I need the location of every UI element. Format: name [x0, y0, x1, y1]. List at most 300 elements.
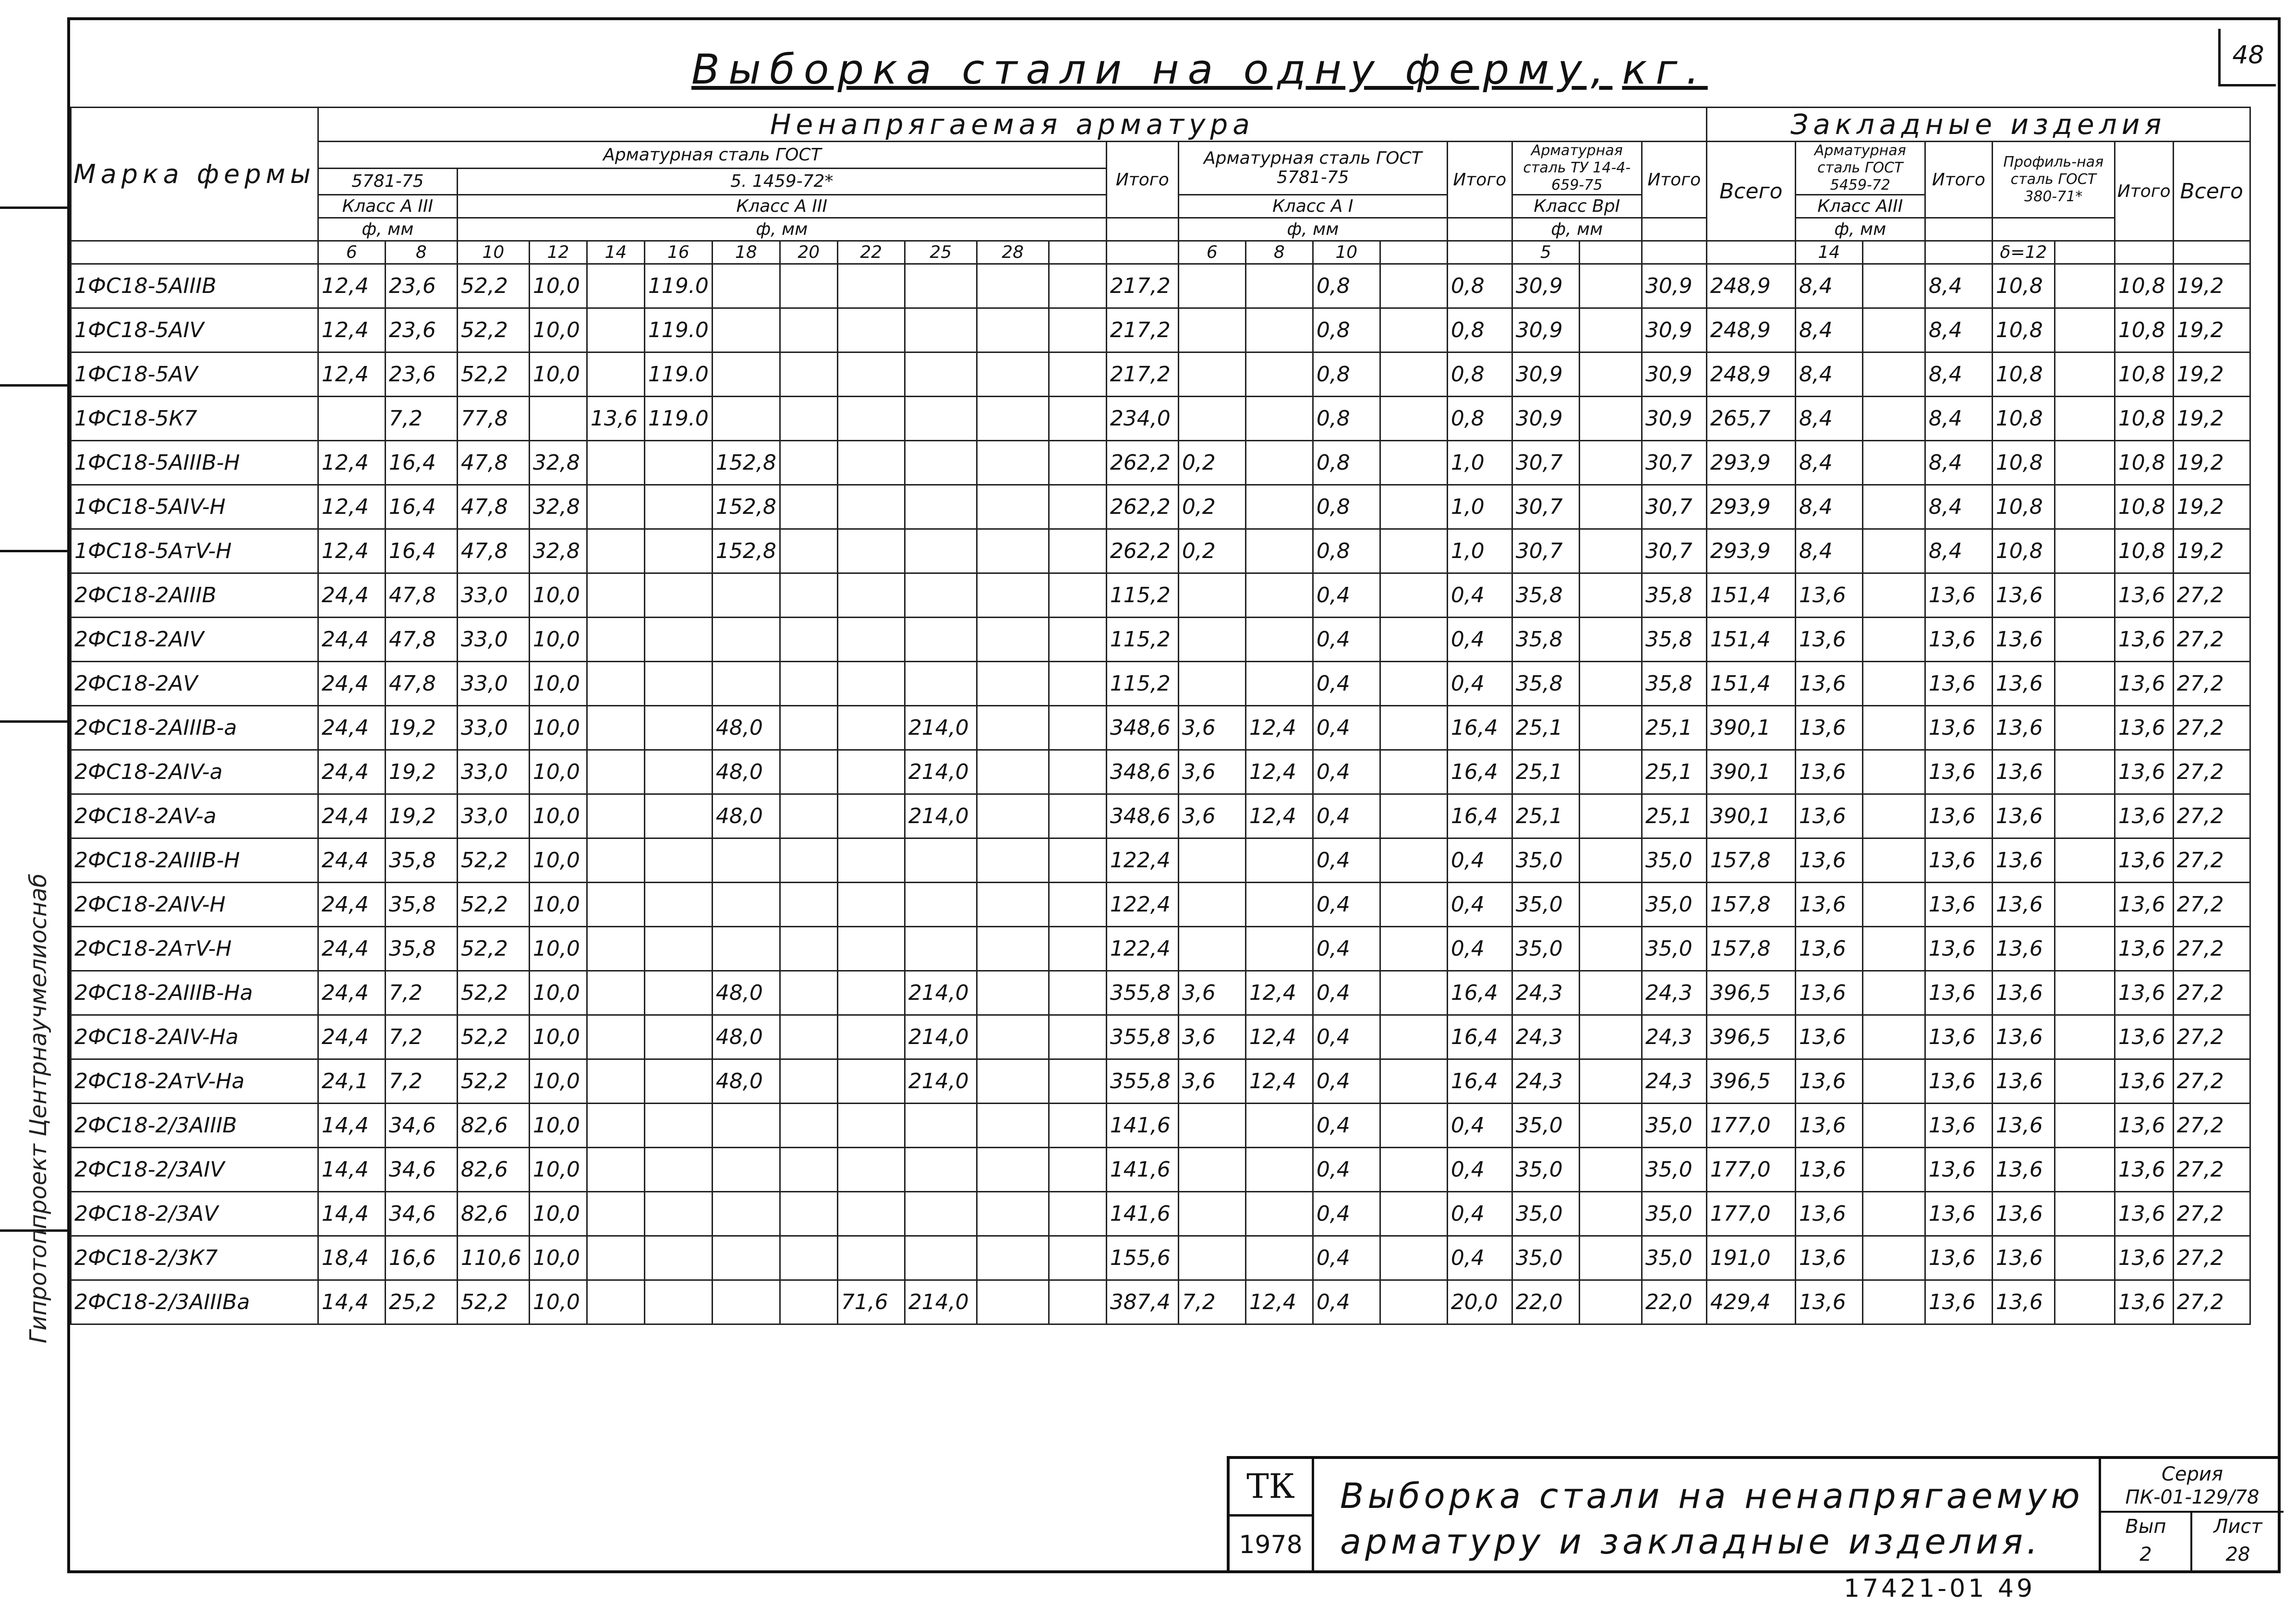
row-cell [977, 264, 1049, 308]
row-cell [587, 750, 644, 794]
row-cell: 13,6 [1992, 706, 2054, 750]
row-cell [1579, 441, 1642, 485]
row-cell: 77,8 [457, 397, 529, 441]
table-row [71, 794, 2250, 838]
row-cell: 214,0 [905, 1059, 977, 1104]
margin-mark [0, 206, 67, 209]
row-cell: 13,6 [2115, 1280, 2173, 1324]
row-cell: 24,4 [318, 706, 385, 750]
row-cell: 33,0 [457, 750, 529, 794]
row-cell: 0,8 [1313, 352, 1380, 397]
row-cell [587, 838, 644, 883]
row-cell [1049, 883, 1106, 927]
header-phi-3: ф, мм [1178, 218, 1447, 241]
row-cell [837, 706, 905, 750]
row-cell [1862, 1236, 1925, 1280]
row-cell [837, 883, 905, 927]
row-cell: 8,4 [1925, 308, 1992, 352]
table-row [71, 750, 2250, 794]
row-cell: 8,4 [1925, 397, 1992, 441]
header-emb-steel: Арматурная сталь ГОСТ 5459-72 [1795, 142, 1925, 195]
diam-blank [1862, 241, 1925, 264]
row-cell [1049, 485, 1106, 529]
diam-blank [2054, 241, 2115, 264]
row-cell [977, 706, 1049, 750]
row-cell [1579, 264, 1642, 308]
row-cell [905, 308, 977, 352]
row-cell: 13,6 [1795, 573, 1862, 618]
row-cell: 47,8 [457, 529, 529, 573]
total-blank [1925, 241, 1992, 264]
row-cell [1862, 1148, 1925, 1192]
row-cell [837, 485, 905, 529]
diam-a3: 20 [780, 241, 837, 264]
row-cell: 25,1 [1642, 750, 1706, 794]
row-cell: 48,0 [712, 1015, 780, 1059]
row-cell: 27,2 [2173, 1236, 2250, 1280]
row-cell: 8,4 [1795, 308, 1862, 352]
row-cell [977, 1236, 1049, 1280]
row-cell [2054, 308, 2115, 352]
row-cell [2054, 264, 2115, 308]
row-cell: 10,8 [1992, 264, 2054, 308]
header-total-a3: Итого [1106, 142, 1178, 218]
row-cell [1245, 1192, 1313, 1236]
row-cell [1245, 838, 1313, 883]
row-cell: 24,3 [1642, 1015, 1706, 1059]
sheet-number: 48 [2218, 29, 2276, 86]
row-cell [1178, 883, 1245, 927]
row-cell: 13,6 [1992, 573, 2054, 618]
row-cell [1049, 529, 1106, 573]
table-row [71, 1015, 2250, 1059]
row-cell: 14,4 [318, 1192, 385, 1236]
row-cell: 13,6 [2115, 706, 2173, 750]
row-cell: 10,0 [529, 838, 587, 883]
table-row [71, 662, 2250, 706]
row-cell [905, 838, 977, 883]
row-cell: 22,0 [1642, 1280, 1706, 1324]
row-cell: 141,6 [1106, 1192, 1178, 1236]
row-cell: 16,4 [1447, 750, 1512, 794]
row-cell [712, 573, 780, 618]
row-cell [1049, 662, 1106, 706]
stamp-year: 1978 [1230, 1517, 1314, 1573]
row-cell [2054, 485, 2115, 529]
header-profile: Профиль-ная сталь ГОСТ 380-71* [1992, 142, 2115, 218]
title-unit: кг. [1622, 46, 1708, 94]
row-cell: 0,4 [1447, 573, 1512, 618]
row-cell [1579, 1280, 1642, 1324]
row-cell [587, 794, 644, 838]
stamp-title-line2: арматуру и закладные изделия. [1340, 1521, 2042, 1562]
row-cell [1245, 352, 1313, 397]
row-cell [1380, 927, 1447, 971]
row-cell [2054, 352, 2115, 397]
row-cell: 25,1 [1512, 750, 1579, 794]
row-cell [644, 1148, 712, 1192]
row-cell: 27,2 [2173, 971, 2250, 1015]
row-cell: 30,9 [1512, 397, 1579, 441]
row-mark: 2ФС18-2/3К7 [71, 1236, 318, 1280]
footer-number: 17421-01 49 [1844, 1574, 2036, 1603]
issue-label: Вып [2125, 1516, 2166, 1538]
row-cell: 52,2 [457, 264, 529, 308]
row-cell: 10,0 [529, 883, 587, 927]
row-cell [905, 1236, 977, 1280]
row-cell [2054, 1015, 2115, 1059]
row-cell [712, 1104, 780, 1148]
row-cell [587, 264, 644, 308]
row-cell: 24,1 [318, 1059, 385, 1104]
row-cell [1245, 485, 1313, 529]
row-cell: 82,6 [457, 1192, 529, 1236]
row-cell: 0,4 [1447, 1148, 1512, 1192]
row-mark: 2ФС18-2АV [71, 662, 318, 706]
row-cell: 10,0 [529, 1148, 587, 1192]
row-cell: 115,2 [1106, 662, 1178, 706]
row-cell [1862, 264, 1925, 308]
row-cell [1862, 927, 1925, 971]
row-cell [1862, 750, 1925, 794]
row-cell: 34,6 [385, 1148, 457, 1192]
row-cell: 24,4 [318, 838, 385, 883]
table-row [71, 308, 2250, 352]
row-cell: 10,0 [529, 1015, 587, 1059]
row-cell: 0,8 [1447, 397, 1512, 441]
row-cell: 10,0 [529, 662, 587, 706]
row-cell: 12,4 [1245, 971, 1313, 1015]
row-cell [780, 352, 837, 397]
row-cell [837, 1236, 905, 1280]
row-cell: 34,6 [385, 1192, 457, 1236]
row-cell [837, 1192, 905, 1236]
row-cell: 35,0 [1512, 1192, 1579, 1236]
stamp-title-line1: Выборка стали на ненапрягаемую [1340, 1476, 2084, 1516]
row-cell: 13,6 [1992, 618, 2054, 662]
row-cell: 13,6 [1992, 750, 2054, 794]
row-cell: 35,8 [1512, 662, 1579, 706]
row-cell: 24,4 [318, 618, 385, 662]
row-cell: 214,0 [905, 971, 977, 1015]
row-cell: 13,6 [1795, 750, 1862, 794]
row-cell: 122,4 [1106, 927, 1178, 971]
header-embedded: Закладные изделия [1706, 108, 2250, 142]
row-cell: 13,6 [1992, 794, 2054, 838]
row-cell [1049, 352, 1106, 397]
row-cell: 115,2 [1106, 573, 1178, 618]
row-cell: 13,6 [1925, 1192, 1992, 1236]
row-cell [905, 264, 977, 308]
row-cell [977, 794, 1049, 838]
row-cell [1380, 1104, 1447, 1148]
row-cell [1178, 1104, 1245, 1148]
diam-blank [1380, 241, 1447, 264]
row-cell: 24,3 [1642, 1059, 1706, 1104]
row-cell: 10,8 [2115, 397, 2173, 441]
row-cell [977, 1280, 1049, 1324]
row-cell: 10,8 [2115, 264, 2173, 308]
row-cell: 34,6 [385, 1104, 457, 1148]
row-cell: 19,2 [385, 750, 457, 794]
header-class-a3: Класс А III [457, 195, 1106, 218]
row-cell: 0,4 [1447, 883, 1512, 927]
row-cell [2054, 1280, 2115, 1324]
row-cell [1579, 838, 1642, 883]
row-cell [837, 971, 905, 1015]
row-mark: 2ФС18-2АIIIВ [71, 573, 318, 618]
row-cell: 13,6 [1992, 971, 2054, 1015]
row-cell [587, 1148, 644, 1192]
row-cell: 13,6 [1992, 927, 2054, 971]
row-cell: 13,6 [1992, 838, 2054, 883]
row-mark: 2ФС18-2АтV-Н [71, 927, 318, 971]
row-cell: 12,4 [1245, 706, 1313, 750]
row-cell [1049, 1104, 1106, 1148]
row-cell: 7,2 [1178, 1280, 1245, 1324]
row-cell: 13,6 [2115, 1059, 2173, 1104]
row-cell: 13,6 [2115, 1236, 2173, 1280]
row-cell: 8,4 [1795, 264, 1862, 308]
all-blank [1706, 241, 1795, 264]
row-cell: 10,8 [1992, 441, 2054, 485]
row-cell: 13,6 [1795, 1015, 1862, 1059]
header-emb-class: Класс АIII [1795, 195, 1925, 218]
row-cell: 157,8 [1706, 883, 1795, 927]
row-cell [587, 1280, 644, 1324]
row-cell [1178, 308, 1245, 352]
row-mark: 2ФС18-2АIV [71, 618, 318, 662]
row-cell: 13,6 [2115, 618, 2173, 662]
row-cell: 13,6 [1925, 971, 1992, 1015]
header-blank [1642, 218, 1706, 241]
row-cell: 13,6 [2115, 750, 2173, 794]
row-cell: 35,0 [1642, 838, 1706, 883]
row-cell: 13,6 [2115, 838, 2173, 883]
row-cell [1862, 1280, 1925, 1324]
row-cell: 19,2 [385, 706, 457, 750]
row-cell [1380, 485, 1447, 529]
row-cell [837, 1104, 905, 1148]
row-cell [1245, 308, 1313, 352]
row-cell [1380, 838, 1447, 883]
row-cell: 151,4 [1706, 573, 1795, 618]
row-cell: 151,4 [1706, 618, 1795, 662]
row-cell: 27,2 [2173, 662, 2250, 706]
row-cell [1380, 1280, 1447, 1324]
row-cell: 14,4 [318, 1104, 385, 1148]
row-cell [1178, 264, 1245, 308]
row-cell: 19,2 [2173, 352, 2250, 397]
header-total-bp: Итого [1642, 142, 1706, 218]
row-cell [644, 573, 712, 618]
total-blank [1447, 241, 1512, 264]
header-blank [1925, 218, 1992, 241]
row-cell: 8,4 [1925, 264, 1992, 308]
row-cell [1380, 308, 1447, 352]
row-cell: 24,4 [318, 794, 385, 838]
row-cell: 18,4 [318, 1236, 385, 1280]
row-cell [644, 1015, 712, 1059]
row-cell: 13,6 [1795, 971, 1862, 1015]
row-cell [780, 1192, 837, 1236]
row-cell: 12,4 [318, 485, 385, 529]
row-cell: 0,8 [1447, 352, 1512, 397]
row-cell [1380, 750, 1447, 794]
row-cell: 25,1 [1512, 706, 1579, 750]
row-cell [977, 1015, 1049, 1059]
row-cell [1862, 352, 1925, 397]
row-cell: 33,0 [457, 794, 529, 838]
row-cell: 35,0 [1642, 1192, 1706, 1236]
row-cell: 19,2 [2173, 264, 2250, 308]
row-cell [2054, 1059, 2115, 1104]
row-mark: 1ФС18-5АIV [71, 308, 318, 352]
row-cell [837, 618, 905, 662]
row-cell: 293,9 [1706, 529, 1795, 573]
row-cell: 24,3 [1512, 971, 1579, 1015]
diam-a3: 8 [385, 241, 457, 264]
row-cell: 13,6 [1925, 927, 1992, 971]
row-cell [1178, 1148, 1245, 1192]
row-cell: 0,4 [1313, 1236, 1380, 1280]
row-cell: 35,0 [1512, 838, 1579, 883]
row-cell: 0,2 [1178, 485, 1245, 529]
row-cell: 13,6 [2115, 883, 2173, 927]
row-cell [1178, 1236, 1245, 1280]
row-cell [1178, 397, 1245, 441]
row-cell [587, 1059, 644, 1104]
row-cell: 13,6 [1925, 1148, 1992, 1192]
row-cell [977, 750, 1049, 794]
row-cell [644, 794, 712, 838]
row-cell: 35,0 [1642, 1104, 1706, 1148]
row-cell: 10,0 [529, 971, 587, 1015]
row-cell: 35,8 [1512, 618, 1579, 662]
table-row [71, 529, 2250, 573]
row-cell [1178, 927, 1245, 971]
row-cell: 30,9 [1512, 264, 1579, 308]
org-code: ТК [1230, 1459, 1314, 1517]
row-cell: 12,4 [318, 352, 385, 397]
row-cell: 234,0 [1106, 397, 1178, 441]
row-cell: 157,8 [1706, 838, 1795, 883]
row-cell [587, 971, 644, 1015]
row-cell: 47,8 [385, 573, 457, 618]
row-cell: 48,0 [712, 794, 780, 838]
row-cell: 47,8 [385, 618, 457, 662]
row-cell: 13,6 [1925, 618, 1992, 662]
row-cell [587, 352, 644, 397]
row-cell [1380, 1059, 1447, 1104]
row-cell: 47,8 [457, 485, 529, 529]
row-cell: 12,4 [1245, 794, 1313, 838]
row-cell: 115,2 [1106, 618, 1178, 662]
header-phi-5: ф, мм [1795, 218, 1925, 241]
row-cell: 13,6 [1795, 706, 1862, 750]
row-cell [2054, 750, 2115, 794]
row-cell [1579, 1192, 1642, 1236]
row-cell: 13,6 [2115, 662, 2173, 706]
row-mark: 2ФС18-2АIIIВ-а [71, 706, 318, 750]
row-cell [1579, 1015, 1642, 1059]
side-stamp [14, 663, 52, 1575]
row-cell: 0,8 [1313, 441, 1380, 485]
table-row [71, 397, 2250, 441]
row-cell: 12,4 [318, 264, 385, 308]
row-cell: 0,4 [1447, 927, 1512, 971]
row-cell: 0,8 [1447, 264, 1512, 308]
row-cell [587, 706, 644, 750]
total-blank [1106, 241, 1178, 264]
row-cell: 82,6 [457, 1148, 529, 1192]
row-cell: 30,7 [1642, 529, 1706, 573]
row-cell: 0,8 [1313, 529, 1380, 573]
row-cell: 8,4 [1795, 352, 1862, 397]
row-cell [587, 927, 644, 971]
row-cell [837, 794, 905, 838]
row-cell: 13,6 [2115, 1192, 2173, 1236]
row-mark: 2ФС18-2АIV-На [71, 1015, 318, 1059]
table-row [71, 264, 2250, 308]
row-cell: 16,4 [385, 441, 457, 485]
row-cell: 0,4 [1313, 883, 1380, 927]
diam-a3: 12 [529, 241, 587, 264]
row-cell [977, 883, 1049, 927]
sheet-label: Лист [2213, 1516, 2262, 1538]
row-cell: 119.0 [644, 352, 712, 397]
row-cell: 429,4 [1706, 1280, 1795, 1324]
row-cell: 13,6 [1925, 706, 1992, 750]
row-cell: 33,0 [457, 706, 529, 750]
row-mark: 1ФС18-5К7 [71, 397, 318, 441]
row-cell [2054, 529, 2115, 573]
row-cell: 7,2 [385, 1059, 457, 1104]
row-mark: 1ФС18-5АIV-Н [71, 485, 318, 529]
row-cell: 13,6 [1795, 1148, 1862, 1192]
row-cell [1380, 618, 1447, 662]
table-row [71, 1059, 2250, 1104]
row-cell: 217,2 [1106, 352, 1178, 397]
row-cell [1380, 573, 1447, 618]
row-cell: 13,6 [1992, 662, 2054, 706]
row-cell [644, 1104, 712, 1148]
row-cell: 0,4 [1313, 1104, 1380, 1148]
row-cell: 10,0 [529, 352, 587, 397]
row-cell [1049, 971, 1106, 1015]
row-cell: 52,2 [457, 838, 529, 883]
row-cell [780, 794, 837, 838]
row-cell: 0,8 [1313, 308, 1380, 352]
row-cell [905, 352, 977, 397]
row-cell [712, 618, 780, 662]
steel-table [70, 107, 2251, 1325]
row-cell: 13,6 [1795, 927, 1862, 971]
row-cell: 35,0 [1512, 883, 1579, 927]
row-cell [1380, 706, 1447, 750]
row-cell [1579, 1148, 1642, 1192]
row-cell: 35,8 [385, 883, 457, 927]
row-cell: 13,6 [2115, 794, 2173, 838]
row-cell [837, 662, 905, 706]
row-cell: 16,6 [385, 1236, 457, 1280]
row-cell: 8,4 [1925, 529, 1992, 573]
row-cell [780, 1280, 837, 1324]
row-cell: 355,8 [1106, 1059, 1178, 1104]
row-cell: 24,4 [318, 971, 385, 1015]
row-cell: 0,4 [1313, 1192, 1380, 1236]
row-cell [1579, 750, 1642, 794]
